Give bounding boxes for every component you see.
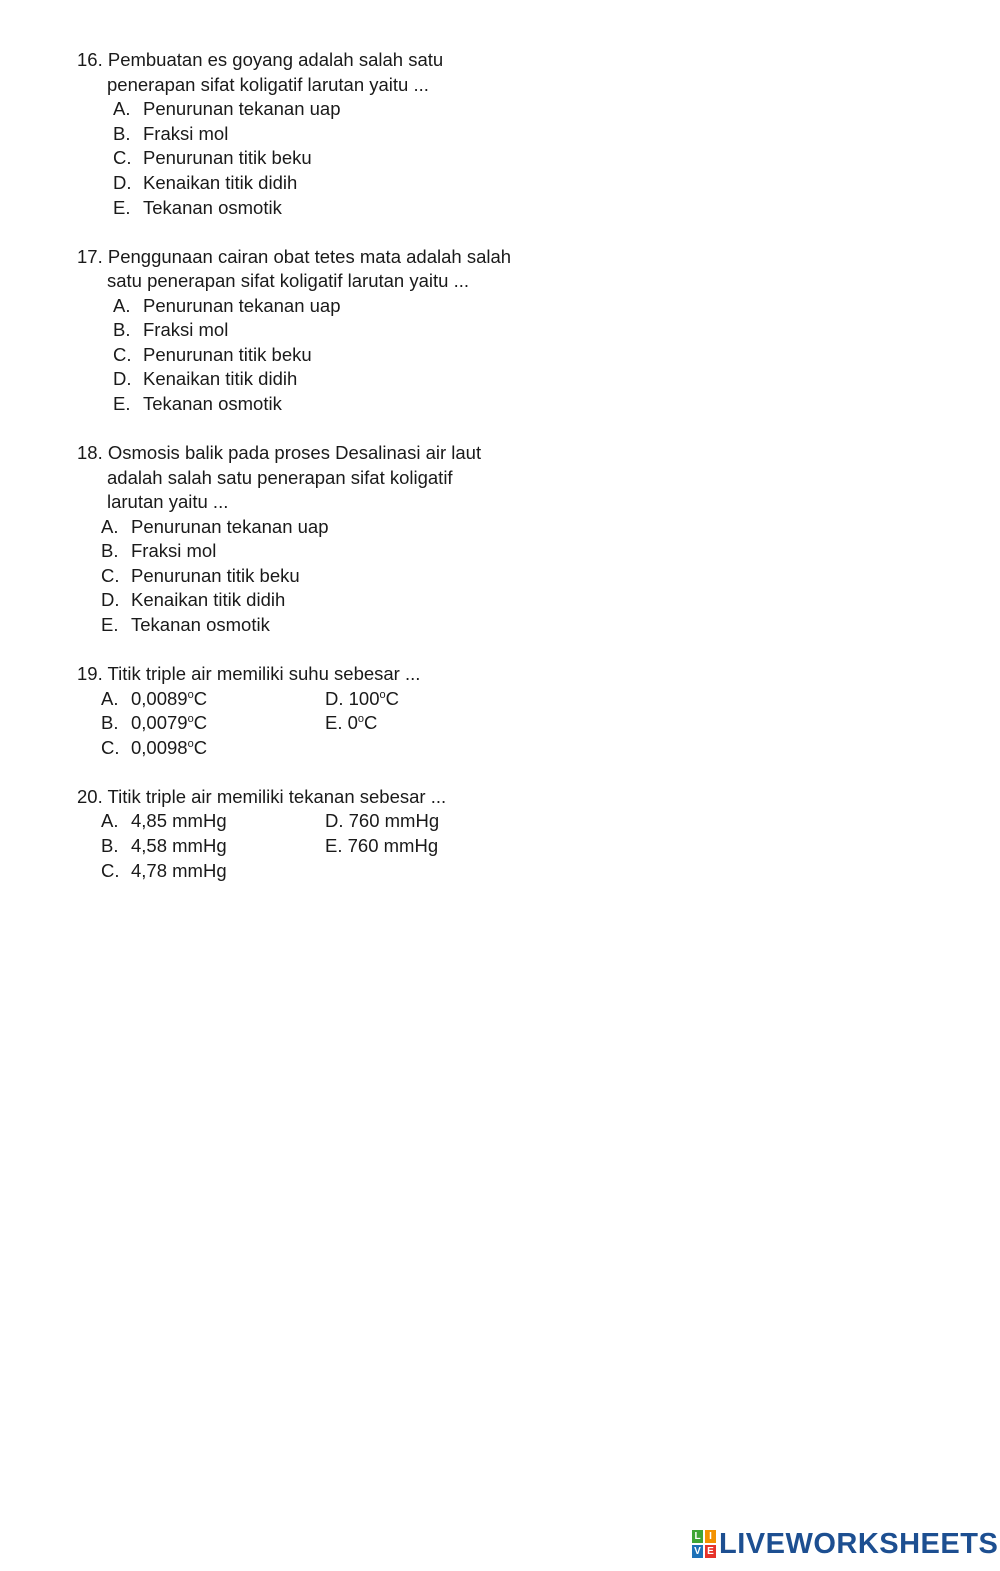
option-d[interactable]: D. Kenaikan titik didih xyxy=(101,589,286,610)
option-d[interactable]: D. Kenaikan titik didih xyxy=(113,172,298,193)
liveworksheets-logo xyxy=(692,1529,998,1559)
question-number: 19. xyxy=(77,663,103,684)
option-a[interactable]: A. Penurunan tekanan uap xyxy=(113,98,341,119)
question-text-line: penerapan sifat koligatif larutan yaitu ... xyxy=(107,74,429,95)
question-number: 20. xyxy=(77,786,103,807)
question-text: Pembuatan es goyang adalah salah satu xyxy=(107,49,444,70)
question-17 xyxy=(77,245,511,269)
logo-mark-icon: L I V E xyxy=(692,1530,716,1558)
question-text-line: adalah salah satu penerapan sifat koligatif xyxy=(107,467,453,488)
option-a[interactable]: A. 0,0089$^o$C xyxy=(101,688,208,709)
option-c[interactable]: C. Penurunan titik beku xyxy=(113,147,312,168)
option-e[interactable]: E. Tekanan osmotik xyxy=(113,197,282,218)
question-number: 18. xyxy=(77,442,103,463)
option-c[interactable]: C. 0,0098$^o$C xyxy=(101,737,208,758)
question-19 xyxy=(77,662,420,686)
question-18 xyxy=(77,441,481,465)
option-c[interactable]: C. Penurunan titik beku xyxy=(101,565,300,586)
option-b[interactable]: B. Fraksi mol xyxy=(113,319,229,340)
question-16 xyxy=(77,48,443,72)
option-a[interactable]: A. Penurunan tekanan uap xyxy=(113,295,341,316)
question-20 xyxy=(77,785,446,809)
option-e[interactable]: E. 0$^o$C xyxy=(325,712,378,733)
option-b[interactable]: B. Fraksi mol xyxy=(113,123,229,144)
option-d[interactable]: D. 760 mmHg xyxy=(325,810,440,831)
logo-text: LIVEWORKSHEETS xyxy=(719,1527,999,1560)
option-a[interactable]: A. Penurunan tekanan uap xyxy=(101,516,329,537)
option-b[interactable]: B. 4,58 mmHg xyxy=(101,835,227,856)
question-text: Penggunaan cairan obat tetes mata adalah salah xyxy=(107,246,512,267)
option-b[interactable]: B. 0,0079$^o$C xyxy=(101,712,208,733)
option-a[interactable]: A. 4,85 mmHg xyxy=(101,810,227,831)
question-text: Osmosis balik pada proses Desalinasi air laut xyxy=(107,442,482,463)
question-text: Titik triple air memiliki tekanan sebesar ... xyxy=(107,786,447,807)
option-d[interactable]: D. Kenaikan titik didih xyxy=(113,368,298,389)
option-b[interactable]: B. Fraksi mol xyxy=(101,540,217,561)
option-c[interactable]: C. Penurunan titik beku xyxy=(113,344,312,365)
question-text-line: satu penerapan sifat koligatif larutan yaitu ... xyxy=(107,270,469,291)
question-number: 17. xyxy=(77,246,103,267)
option-e[interactable]: E. 760 mmHg xyxy=(325,835,439,856)
question-text-line: larutan yaitu ... xyxy=(107,491,229,512)
question-text: Titik triple air memiliki suhu sebesar ... xyxy=(107,663,421,684)
option-c[interactable]: C. 4,78 mmHg xyxy=(101,860,227,881)
option-d[interactable]: D. 100$^o$C xyxy=(325,688,400,709)
question-number: 16. xyxy=(77,49,103,70)
option-e[interactable]: E. Tekanan osmotik xyxy=(113,393,282,414)
option-e[interactable]: E. Tekanan osmotik xyxy=(101,614,270,635)
